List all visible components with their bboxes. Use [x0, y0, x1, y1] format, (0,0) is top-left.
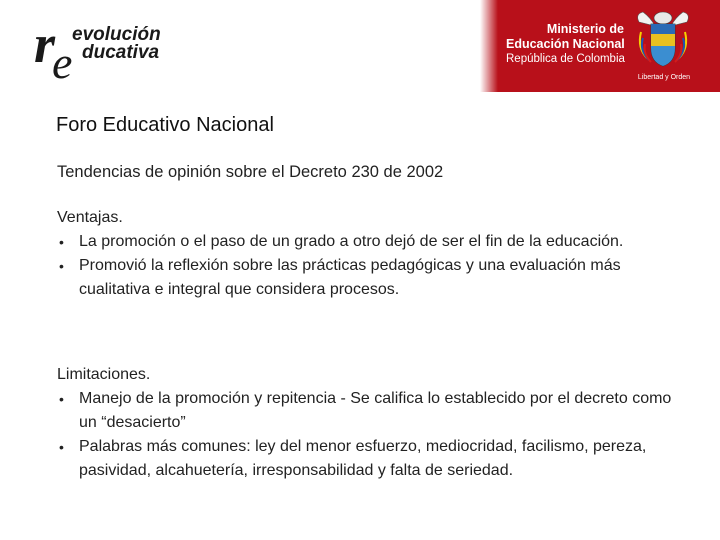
ministry-line-3: República de Colombia — [506, 53, 625, 65]
section-heading-ventajas: Ventajas. — [57, 209, 123, 226]
revolucion-educativa-logo — [32, 14, 202, 84]
logo-letter-e: e — [52, 37, 73, 84]
ministry-name-block — [506, 22, 624, 67]
list-item-text: La promoción o el paso de un grado a otro dejó de ser el fin de la educación. — [79, 233, 624, 250]
band-fade — [480, 0, 498, 92]
slide-title: Foro Educativo Nacional — [56, 114, 274, 136]
colombia-coat-of-arms-icon — [633, 8, 693, 70]
bullet-icon: • — [59, 258, 64, 274]
ministry-header-band — [480, 0, 720, 92]
section-heading-limitaciones: Limitaciones. — [57, 366, 151, 383]
ministry-line-2: Educación Nacional — [506, 37, 625, 51]
list-item — [57, 230, 677, 254]
list-item — [57, 254, 677, 302]
logo-word-ducativa: ducativa — [82, 42, 160, 63]
logo-word-evolucion: evolución — [72, 24, 161, 45]
bullet-icon: • — [59, 391, 64, 407]
list-item-text: Palabras más comunes: ley del menor esfuerzo, mediocridad, facilismo, pereza, pasividad, alcahuetería, irresponsabilidad y falta de seriedad. — [79, 438, 647, 479]
bullet-icon: • — [59, 234, 64, 250]
bullet-list-ventajas — [57, 230, 677, 302]
slide-subtitle: Tendencias de opinión sobre el Decreto 230 de 2002 — [57, 163, 444, 181]
logo-letter-r: r — [34, 14, 56, 74]
section-ventajas — [57, 206, 677, 302]
ministry-motto: Libertad y Orden — [637, 74, 691, 81]
list-item — [57, 435, 677, 483]
bullet-list-limitaciones — [57, 387, 677, 483]
list-item-text: Promovió la reflexión sobre las prácticas pedagógicas y una evaluación más cualitativa e integral que considera procesos. — [79, 257, 621, 298]
list-item-text: Manejo de la promoción y repitencia - Se califica lo establecido por el decreto como un “desacierto” — [79, 390, 672, 431]
section-limitaciones — [57, 363, 677, 483]
list-item — [57, 387, 677, 435]
ministry-line-1: Ministerio de — [546, 22, 624, 36]
bullet-icon: • — [59, 439, 64, 455]
